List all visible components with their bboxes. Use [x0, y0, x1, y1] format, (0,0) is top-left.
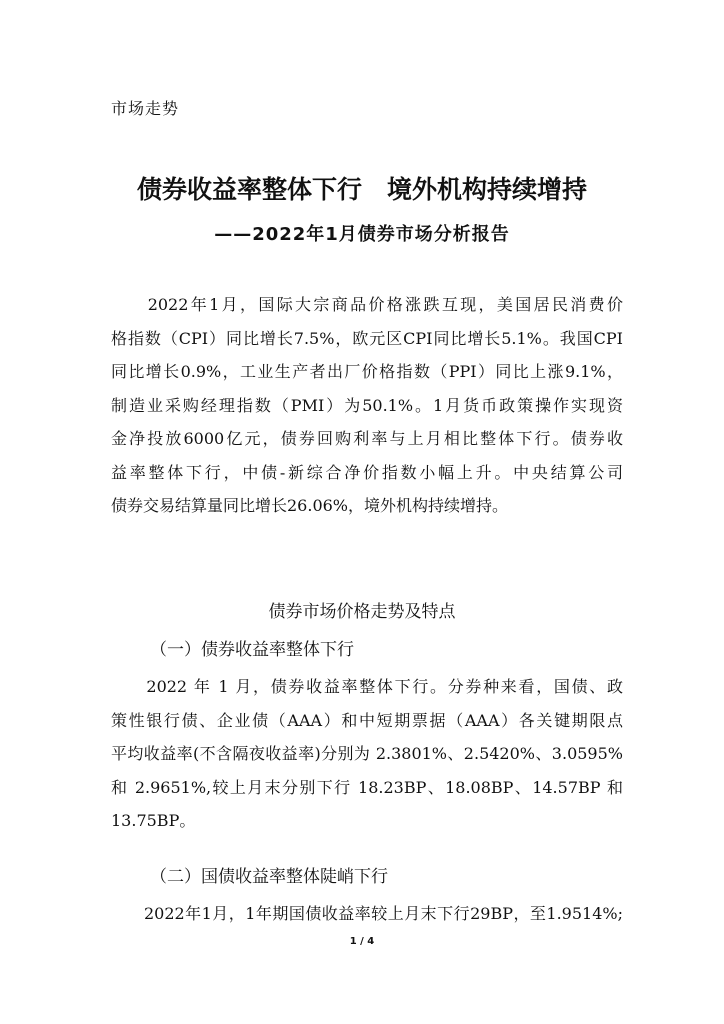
paragraph-line: 格指数（CPI）同比增长7.5%，欧元区CPI同比增长5.1%。我国CPI [111, 328, 623, 348]
paragraph-line: 同比增长0.9%，工业生产者出厂价格指数（PPI）同比上涨9.1%， [111, 362, 623, 381]
section-tag: 市场走势 [111, 99, 180, 118]
subsection-heading-2: （二）国债收益率整体陡峭下行 [150, 867, 388, 887]
subsection-heading-1: （一）债券收益率整体下行 [150, 640, 354, 660]
paragraph-line: 13.75BP。 [111, 811, 196, 830]
paragraph-line: 制造业采购经理指数（PMI）为50.1%。1月货币政策操作实现资 [111, 395, 623, 415]
paragraph-line: 益率整体下行，中债-新综合净价指数小幅上升。中央结算公司 [111, 462, 623, 482]
paragraph-line: 债券交易结算量同比增长26.06%，境外机构持续增持。 [111, 496, 509, 515]
paragraph-line: 策性银行债、企业债（AAA）和中短期票据（AAA）各关键期限点 [111, 710, 623, 730]
subsection-2-paragraph [111, 897, 623, 931]
paragraph-line: 2022年1月，1年期国债收益率较上月末下行29BP，至1.9514%; [111, 904, 623, 923]
paragraph-line: 2022 年 1 月，债券收益率整体下行。分券种来看，国债、政 [111, 677, 623, 696]
report-subtitle: ——2022年1月债券市场分析报告 [214, 224, 510, 245]
intro-paragraph [111, 288, 623, 523]
subsection-1-paragraph [111, 670, 623, 838]
report-title: 债券收益率整体下行 境外机构持续增持 [136, 175, 587, 204]
paragraph-line: 平均收益率(不含隔夜收益率)分别为 2.3801%、2.5420%、3.0595% [111, 744, 623, 763]
section-heading: 债券市场价格走势及特点 [268, 602, 456, 622]
page-number: 1 / 4 [349, 936, 375, 947]
paragraph-line: 金净投放6000亿元，债券回购利率与上月相比整体下行。债券收 [111, 429, 623, 448]
paragraph-line: 2022年1月，国际大宗商品价格涨跌互现，美国居民消费价 [111, 295, 623, 314]
paragraph-line: 和 2.9651%,较上月末分别下行 18.23BP、18.08BP、14.57BP 和 [111, 777, 623, 797]
